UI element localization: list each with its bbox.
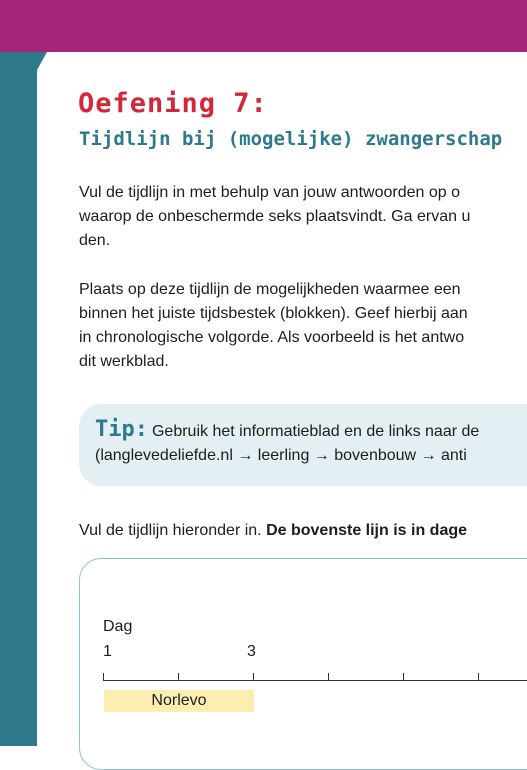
timeline-instruction (79, 519, 467, 543)
tip-label: Tip: (95, 417, 148, 442)
intro-paragraph (79, 181, 470, 253)
timeline-axis-label: Dag (103, 618, 133, 635)
instruction-bold: De bovenste lijn is in dage (266, 522, 468, 539)
paragraph-line: in chronologische volgorde. Als voorbeeld is het antwo (79, 329, 465, 346)
paragraph-line: binnen het juiste tijdsbestek (blokken). Geef hierbij aan (79, 305, 468, 322)
corner-decoration (37, 52, 47, 70)
tip-line: Gebruik het informatieblad en de links naar de (151, 423, 480, 440)
tip-text (95, 418, 479, 468)
timeline-tick (103, 673, 104, 681)
paragraph-line: den. (79, 232, 111, 249)
paragraph-line: Plaats op deze tijdlijn de mogelijkheden waarmee een (79, 281, 461, 298)
instructions-paragraph (79, 278, 468, 374)
top-header-bar (0, 0, 527, 52)
timeline-axis (103, 680, 527, 681)
paragraph-line: waarop de onbeschermde seks plaatsvindt. Ga ervan u (79, 208, 471, 225)
tip-box (79, 404, 527, 486)
exercise-title: Oefening 7: (78, 88, 268, 119)
paragraph-line: Vul de tijdlijn in met behulp van jouw antwoorden op o (79, 184, 460, 201)
norlevo-block (104, 690, 254, 712)
timeline-box (79, 558, 527, 770)
norlevo-label: Norlevo (151, 692, 207, 709)
tick-label-day-1: 1 (103, 643, 112, 660)
timeline-tick (403, 673, 404, 681)
timeline-tick (478, 673, 479, 681)
tip-line: (langlevedeliefde.nl → leerling → bovenbouw → anti (95, 447, 467, 464)
instruction-text: Vul de tijdlijn hieronder in. (79, 522, 262, 539)
timeline-tick (253, 673, 254, 681)
side-color-band (0, 52, 37, 746)
paragraph-line: dit werkblad. (79, 353, 169, 370)
exercise-subtitle: Tijdlijn bij (mogelijke) zwangerschap (79, 128, 503, 150)
tick-label-day-3: 3 (247, 643, 256, 660)
timeline-tick (328, 673, 329, 681)
timeline-tick (178, 673, 179, 681)
